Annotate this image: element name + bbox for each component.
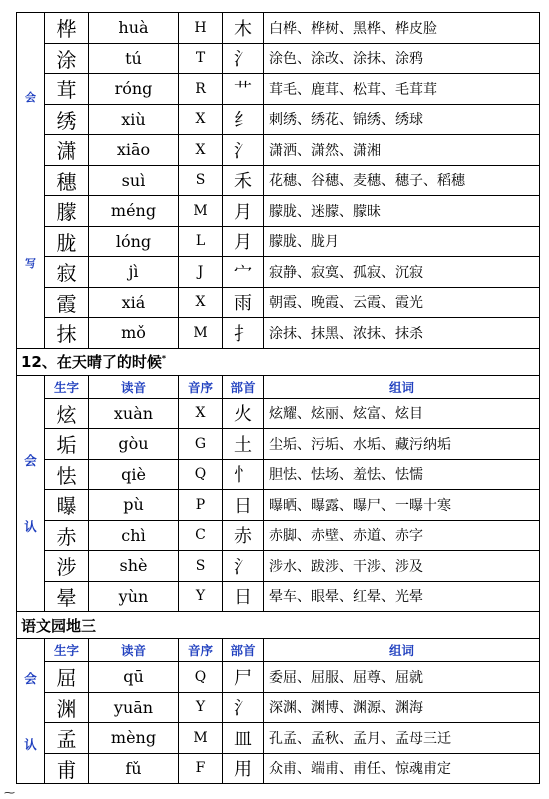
table-row (17, 43, 540, 74)
section-2 (17, 348, 540, 612)
words-cell: 孔孟、孟秋、孟月、孟母三迁 (264, 723, 540, 754)
char-cell: 垢 (45, 429, 89, 460)
title-mark: * (161, 354, 167, 363)
words-cell: 涉水、跋涉、干涉、涉及 (264, 551, 540, 582)
table-row (17, 662, 540, 693)
radical-cell: 日 (223, 581, 264, 612)
pinyin-cell: qū (89, 662, 179, 693)
table-row (17, 287, 540, 318)
pinyin-cell: fǔ (89, 753, 179, 784)
char-cell: 曝 (45, 490, 89, 521)
pinyin-cell: yùn (89, 581, 179, 612)
pinyin-cell: shè (89, 551, 179, 582)
sequence-cell: M (179, 196, 223, 227)
sequence-cell: J (179, 257, 223, 288)
words-cell: 潇洒、潇然、潇湘 (264, 135, 540, 166)
radical-cell: 扌 (223, 318, 264, 349)
words-cell: 尘垢、污垢、水垢、藏污纳垢 (264, 429, 540, 460)
words-cell: 晕车、眼晕、红晕、光晕 (264, 581, 540, 612)
char-cell: 茸 (45, 74, 89, 105)
table-row (17, 13, 540, 44)
table-row (17, 135, 540, 166)
radical-cell: 禾 (223, 165, 264, 196)
radical-cell: 雨 (223, 287, 264, 318)
radical-cell: 皿 (223, 723, 264, 754)
char-cell: 赤 (45, 520, 89, 551)
side-gap (17, 687, 44, 735)
words-cell: 赤脚、赤壁、赤道、赤字 (264, 520, 540, 551)
radical-cell: 月 (223, 226, 264, 257)
pinyin-cell: mèng (89, 723, 179, 754)
table-row (17, 723, 540, 754)
pinyin-cell: lóng (89, 226, 179, 257)
table-row (17, 196, 540, 227)
side-label-top: 会 (25, 91, 36, 105)
table-row (17, 257, 540, 288)
pinyin-cell: xiù (89, 104, 179, 135)
side-gap (17, 105, 44, 255)
radical-cell: 木 (223, 13, 264, 44)
radical-cell: 月 (223, 196, 264, 227)
sequence-cell: H (179, 13, 223, 44)
radical-cell: 艹 (223, 74, 264, 105)
header-words: 组词 (264, 375, 540, 398)
bottom-mark: ⁓ (4, 786, 15, 799)
radical-cell: 纟 (223, 104, 264, 135)
side-label-top: 会 (24, 453, 37, 469)
pinyin-cell: mǒ (89, 318, 179, 349)
char-cell: 涂 (45, 43, 89, 74)
char-cell: 桦 (45, 13, 89, 44)
words-cell: 涂色、涂改、涂抹、涂鸦 (264, 43, 540, 74)
sequence-cell: G (179, 429, 223, 460)
words-cell: 委屈、屈服、屈尊、屈就 (264, 662, 540, 693)
words-cell: 曝晒、曝露、曝尸、一曝十寒 (264, 490, 540, 521)
section-title-row (17, 348, 540, 375)
sequence-cell: Q (179, 459, 223, 490)
header-pinyin: 读音 (89, 375, 179, 398)
char-cell: 炫 (45, 398, 89, 429)
section-title: 语文园地三 (17, 612, 540, 639)
sequence-cell: F (179, 753, 223, 784)
sequence-cell: T (179, 43, 223, 74)
char-cell: 渊 (45, 692, 89, 723)
pinyin-cell: xiāo (89, 135, 179, 166)
radical-cell: 土 (223, 429, 264, 460)
section-title-text: 12、在天晴了的时候 (21, 353, 162, 371)
radical-cell: 赤 (223, 520, 264, 551)
sequence-cell: Y (179, 581, 223, 612)
words-cell: 胆怯、怯场、羞怯、怯懦 (264, 459, 540, 490)
radical-cell: 日 (223, 490, 264, 521)
pinyin-cell: xuàn (89, 398, 179, 429)
char-cell: 怯 (45, 459, 89, 490)
char-cell: 屈 (45, 662, 89, 693)
words-cell: 深渊、渊博、渊源、渊海 (264, 692, 540, 723)
side-label (17, 639, 45, 784)
sequence-cell: X (179, 135, 223, 166)
header-row (17, 639, 540, 662)
side-label-bottom: 认 (24, 737, 37, 752)
side-label (17, 375, 45, 612)
sequence-cell: M (179, 318, 223, 349)
table-row (17, 551, 540, 582)
table-row (17, 429, 540, 460)
table-row (17, 459, 540, 490)
vocab-table (16, 12, 540, 784)
sequence-cell: X (179, 398, 223, 429)
section-1 (17, 13, 540, 349)
header-seq: 音序 (179, 639, 223, 662)
section-title-row (17, 612, 540, 639)
radical-cell: 氵 (223, 692, 264, 723)
pinyin-cell: pù (89, 490, 179, 521)
char-cell: 绣 (45, 104, 89, 135)
pinyin-cell: róng (89, 74, 179, 105)
pinyin-cell: chì (89, 520, 179, 551)
char-cell: 寂 (45, 257, 89, 288)
sequence-cell: M (179, 723, 223, 754)
sequence-cell: Q (179, 662, 223, 693)
side-gap (17, 469, 44, 517)
pinyin-cell: suì (89, 165, 179, 196)
sequence-cell: Y (179, 692, 223, 723)
char-cell: 朦 (45, 196, 89, 227)
table-row (17, 226, 540, 257)
table-row (17, 104, 540, 135)
words-cell: 朦胧、迷朦、朦昧 (264, 196, 540, 227)
radical-cell: 氵 (223, 135, 264, 166)
table-row (17, 490, 540, 521)
table-row (17, 520, 540, 551)
header-radical: 部首 (223, 639, 264, 662)
words-cell: 花穗、谷穗、麦穗、穗子、稻穗 (264, 165, 540, 196)
section-3 (17, 612, 540, 784)
char-cell: 潇 (45, 135, 89, 166)
words-cell: 寂静、寂寞、孤寂、沉寂 (264, 257, 540, 288)
section-title (17, 348, 540, 375)
header-char: 生字 (45, 639, 89, 662)
table-row (17, 318, 540, 349)
words-cell: 刺绣、绣花、锦绣、绣球 (264, 104, 540, 135)
table-row (17, 165, 540, 196)
radical-cell: 忄 (223, 459, 264, 490)
side-label-bottom: 认 (24, 519, 37, 535)
side-label-bottom: 写 (25, 257, 36, 271)
pinyin-cell: huà (89, 13, 179, 44)
header-pinyin: 读音 (89, 639, 179, 662)
pinyin-cell: yuān (89, 692, 179, 723)
sequence-cell: X (179, 287, 223, 318)
radical-cell: 尸 (223, 662, 264, 693)
sequence-cell: X (179, 104, 223, 135)
sequence-cell: C (179, 520, 223, 551)
words-cell: 炫耀、炫丽、炫富、炫目 (264, 398, 540, 429)
radical-cell: 氵 (223, 43, 264, 74)
radical-cell: 宀 (223, 257, 264, 288)
table-row (17, 74, 540, 105)
header-radical: 部首 (223, 375, 264, 398)
sequence-cell: S (179, 165, 223, 196)
char-cell: 霞 (45, 287, 89, 318)
char-cell: 孟 (45, 723, 89, 754)
char-cell: 甫 (45, 753, 89, 784)
table-row (17, 581, 540, 612)
table-row (17, 398, 540, 429)
char-cell: 抹 (45, 318, 89, 349)
sequence-cell: L (179, 226, 223, 257)
side-label (17, 13, 45, 349)
words-cell: 涂抹、抹黑、浓抹、抹杀 (264, 318, 540, 349)
radical-cell: 氵 (223, 551, 264, 582)
header-row (17, 375, 540, 398)
char-cell: 穗 (45, 165, 89, 196)
sequence-cell: S (179, 551, 223, 582)
table-row (17, 692, 540, 723)
pinyin-cell: tú (89, 43, 179, 74)
table-row (17, 753, 540, 784)
words-cell: 朦胧、胧月 (264, 226, 540, 257)
header-words: 组词 (264, 639, 540, 662)
sequence-cell: P (179, 490, 223, 521)
words-cell: 众甫、端甫、甫任、惊魂甫定 (264, 753, 540, 784)
pinyin-cell: gòu (89, 429, 179, 460)
char-cell: 晕 (45, 581, 89, 612)
words-cell: 茸毛、鹿茸、松茸、毛茸茸 (264, 74, 540, 105)
radical-cell: 火 (223, 398, 264, 429)
radical-cell: 用 (223, 753, 264, 784)
pinyin-cell: jì (89, 257, 179, 288)
char-cell: 涉 (45, 551, 89, 582)
side-label-top: 会 (24, 671, 37, 686)
words-cell: 白桦、桦树、黑桦、桦皮脸 (264, 13, 540, 44)
char-cell: 胧 (45, 226, 89, 257)
pinyin-cell: qiè (89, 459, 179, 490)
pinyin-cell: xiá (89, 287, 179, 318)
header-char: 生字 (45, 375, 89, 398)
sequence-cell: R (179, 74, 223, 105)
pinyin-cell: méng (89, 196, 179, 227)
header-seq: 音序 (179, 375, 223, 398)
words-cell: 朝霞、晚霞、云霞、霞光 (264, 287, 540, 318)
